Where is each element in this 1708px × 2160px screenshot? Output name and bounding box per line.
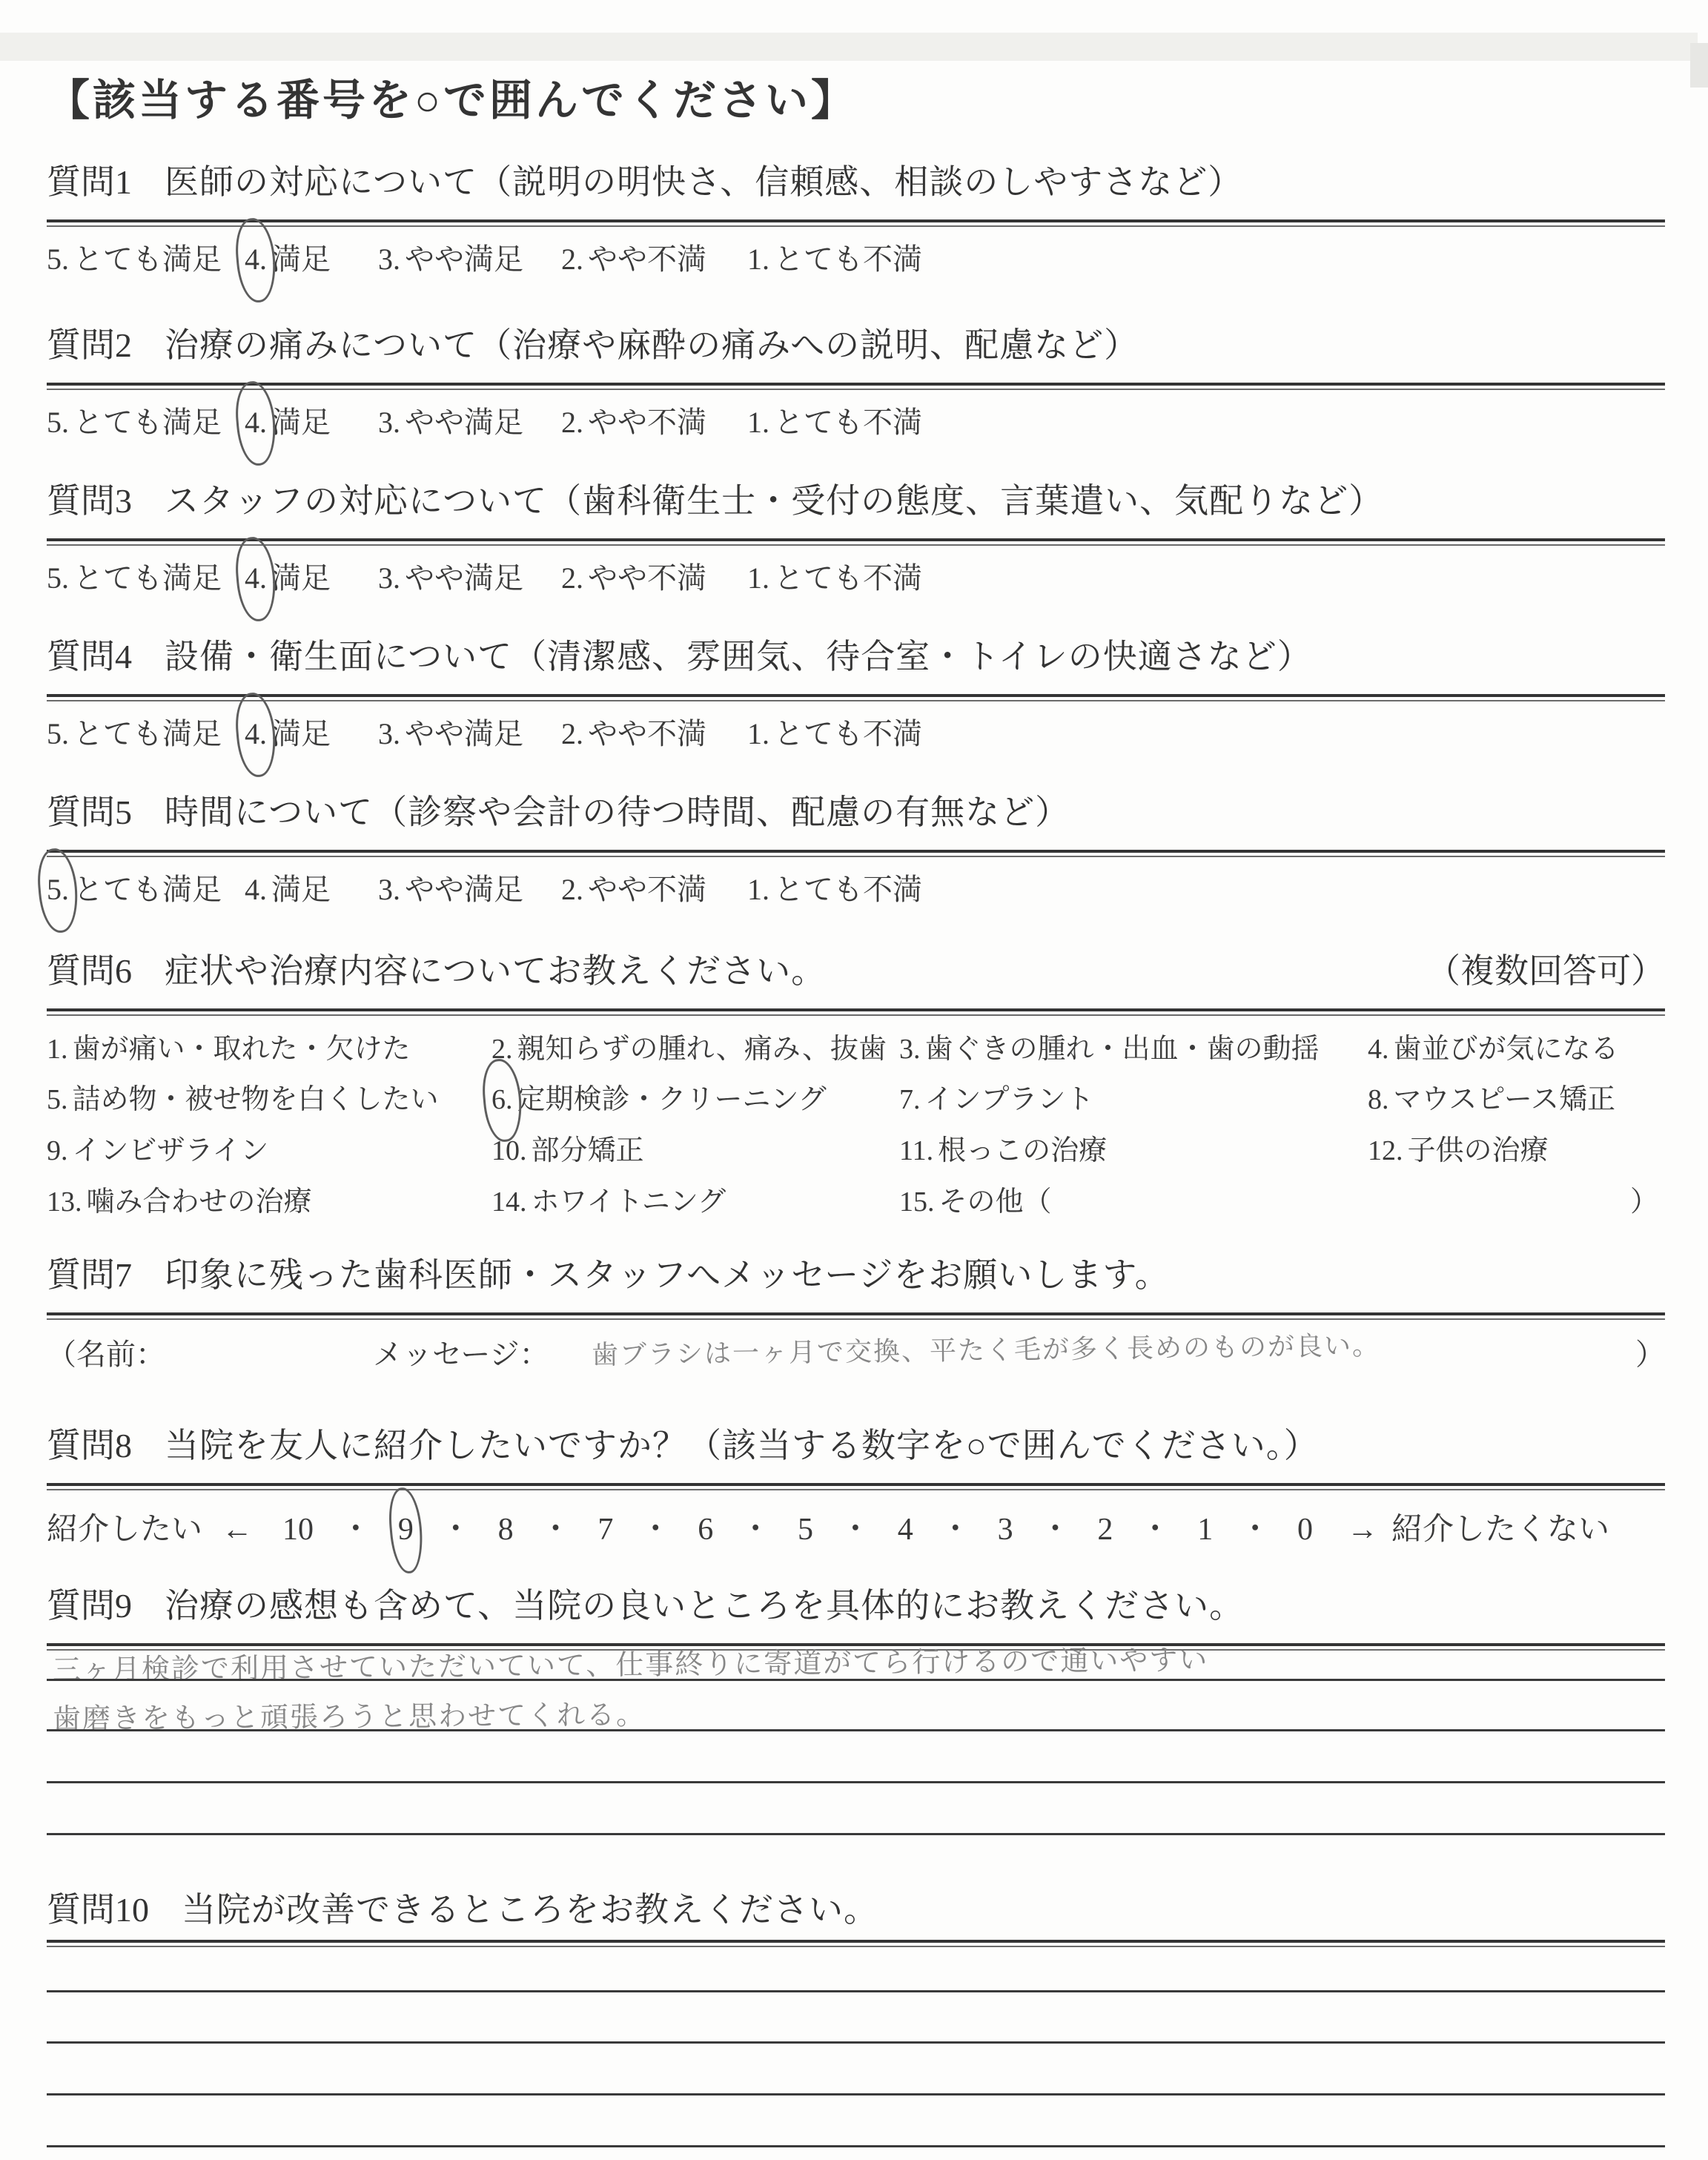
question-label: 質問1 — [47, 163, 132, 201]
nps-separator: ・ — [1239, 1513, 1271, 1547]
option-label: やや不満 — [588, 242, 706, 276]
answer-line — [47, 2145, 1665, 2147]
option-label: 噛み合わせの治療 — [86, 1186, 312, 1218]
option-label: インビザライン — [72, 1135, 269, 1166]
option-number: 6. — [491, 1081, 513, 1118]
option-number: 5. — [47, 561, 69, 595]
section-rule — [47, 1483, 1665, 1490]
handwritten-message: 歯ブラシは一ヶ月で交換、平たく毛が多く長めのものが良い。 — [591, 1330, 1381, 1370]
question-4-header — [47, 636, 1665, 678]
option-label: やや満足 — [405, 242, 523, 276]
satisfaction-option — [561, 240, 706, 279]
option-number: 11. — [899, 1135, 934, 1166]
option-number: 4. — [245, 559, 267, 598]
question-8-section — [47, 1425, 1665, 1550]
treatment-option — [47, 1132, 268, 1169]
treatment-option — [491, 1081, 827, 1118]
option-number: 2. — [561, 717, 583, 750]
satisfaction-option — [47, 240, 222, 279]
option-label: やや満足 — [405, 717, 523, 750]
option-number: 4. — [245, 873, 267, 906]
option-number: 2. — [561, 561, 583, 595]
option-label: とても満足 — [73, 242, 222, 276]
nps-number: 6 — [698, 1513, 714, 1547]
option-number: 7. — [899, 1084, 921, 1115]
option-number: 3. — [378, 873, 400, 906]
question-1-header — [47, 162, 1665, 203]
answer-line — [47, 1781, 1665, 1783]
option-number: 4. — [1368, 1034, 1389, 1065]
option-number: 1. — [47, 1034, 68, 1065]
option-number: 5. — [47, 1084, 68, 1115]
treatment-option — [491, 1132, 644, 1169]
option-label: やや不満 — [588, 406, 706, 439]
satisfaction-option — [747, 715, 922, 753]
question-title: スタッフの対応について（歯科衛生士・受付の態度、言葉遣い、気配りなど） — [165, 482, 1384, 520]
message-field-label: メッセージ： — [373, 1338, 549, 1371]
nps-separator: ・ — [740, 1513, 772, 1547]
option-number: 4. — [245, 240, 267, 279]
nps-separator: ・ — [1039, 1513, 1071, 1547]
scale-right-label: 紹介したくない — [1391, 1513, 1610, 1547]
option-label: とても不満 — [774, 242, 922, 276]
satisfaction-options — [47, 403, 1665, 448]
option-label: やや不満 — [588, 717, 706, 750]
satisfaction-option — [47, 871, 222, 909]
question-title: 設備・衛生面について（清潔感、雰囲気、待合室・トイレの快適さなど） — [165, 638, 1312, 676]
option-label: ホワイトニング — [531, 1186, 726, 1218]
question-title: 症状や治療内容についてお教えください。 — [165, 952, 827, 990]
satisfaction-option — [245, 559, 331, 598]
option-label: やや満足 — [405, 873, 523, 906]
option-number: 2. — [491, 1034, 513, 1065]
satisfaction-options — [47, 240, 1665, 285]
nps-number: 1 — [1197, 1513, 1214, 1547]
option-number: 3. — [378, 561, 400, 595]
option-number: 3. — [378, 406, 400, 439]
option-number: 2. — [561, 242, 583, 276]
option-label: 満足 — [271, 406, 331, 439]
nps-separator: ・ — [340, 1513, 371, 1547]
question-title: 当院が改善できるところをお教えください。 — [182, 1891, 878, 1929]
option-label: インプラント — [924, 1084, 1094, 1115]
other-close-paren: ） — [1630, 1186, 1659, 1218]
satisfaction-option — [747, 403, 922, 442]
option-label: 定期検診・クリーニング — [517, 1084, 827, 1115]
option-label: やや満足 — [405, 561, 523, 595]
option-number: 1. — [747, 242, 769, 276]
question-9-section — [47, 1585, 1665, 1852]
nps-separator: ・ — [839, 1513, 871, 1547]
question-2-section — [47, 325, 1665, 448]
satisfaction-option — [245, 871, 331, 909]
option-label: 満足 — [271, 717, 331, 750]
option-number: 1. — [747, 873, 769, 906]
option-label: とても満足 — [73, 873, 222, 906]
scan-artifact-band — [0, 33, 1698, 61]
nps-separator: ・ — [440, 1513, 471, 1547]
handwritten-answer-line-1: 三ヶ月検診で利用させていただいていて、仕事終りに寄道がてら行けるので通いやすい — [52, 1645, 1209, 1686]
satisfaction-option — [378, 715, 523, 753]
nps-number: 3 — [997, 1513, 1013, 1547]
satisfaction-option — [378, 871, 523, 909]
option-number: 3. — [378, 717, 400, 750]
handwritten-answer-line-2: 歯磨きをもっと頑張ろうと思わせてくれる。 — [52, 1700, 646, 1735]
section-rule — [47, 850, 1665, 857]
treatment-option — [47, 1031, 411, 1068]
question-title: 治療の痛みについて（治療や麻酔の痛みへの説明、配慮など） — [165, 326, 1139, 364]
section-rule — [47, 383, 1665, 390]
satisfaction-option — [378, 559, 523, 598]
option-number: 5. — [47, 406, 69, 439]
left-arrow-icon: ← — [222, 1513, 254, 1547]
question-label: 質問8 — [47, 1427, 132, 1464]
option-number: 1. — [747, 717, 769, 750]
satisfaction-option — [747, 559, 922, 598]
option-number: 3. — [899, 1034, 921, 1065]
question-8-header — [47, 1425, 1665, 1467]
satisfaction-option — [47, 559, 222, 598]
question-1-section — [47, 162, 1665, 285]
option-number: 10. — [491, 1135, 527, 1166]
option-number: 15. — [899, 1186, 935, 1218]
answer-line — [47, 1729, 1665, 1731]
satisfaction-option — [561, 403, 706, 442]
option-number: 3. — [378, 242, 400, 276]
option-label: 満足 — [271, 242, 331, 276]
option-number: 9. — [47, 1135, 68, 1166]
option-label: やや不満 — [588, 873, 706, 906]
option-label: 部分矯正 — [531, 1135, 644, 1166]
question-label: 質問5 — [47, 793, 132, 831]
satisfaction-option — [47, 715, 222, 753]
question-5-header — [47, 792, 1665, 833]
option-label: とても不満 — [774, 406, 922, 439]
treatment-option — [491, 1183, 726, 1221]
nps-number: 9 — [398, 1510, 414, 1550]
option-number: 4. — [245, 403, 267, 442]
question-title: 時間について（診察や会計の待つ時間、配慮の有無など） — [165, 793, 1070, 831]
option-number: 12. — [1368, 1135, 1403, 1166]
treatment-option — [899, 1132, 1107, 1169]
nps-number: 8 — [497, 1513, 514, 1547]
question-label: 質問2 — [47, 326, 132, 364]
option-label: とても満足 — [73, 406, 222, 439]
satisfaction-options — [47, 871, 1665, 915]
nps-number: 2 — [1097, 1513, 1113, 1547]
satisfaction-option — [561, 871, 706, 909]
question-10-section — [47, 1889, 1665, 2156]
nps-number: 5 — [798, 1513, 813, 1547]
name-field-label: （名前： — [47, 1338, 165, 1371]
question-7-header — [47, 1255, 1665, 1296]
question-label: 質問3 — [47, 482, 132, 520]
section-rule — [47, 219, 1665, 227]
nps-number: 7 — [598, 1513, 614, 1547]
question-label: 質問10 — [47, 1891, 149, 1929]
option-label: マウスピース矯正 — [1393, 1084, 1615, 1115]
section-rule — [47, 694, 1665, 701]
satisfaction-option — [47, 403, 222, 442]
right-arrow-icon: → — [1347, 1513, 1379, 1547]
scan-artifact-corner — [1690, 43, 1708, 87]
nps-number: 0 — [1297, 1513, 1313, 1547]
option-label: とても満足 — [73, 717, 222, 750]
satisfaction-option — [378, 240, 523, 279]
treatment-option-other — [899, 1183, 1052, 1221]
option-label: とても不満 — [774, 561, 922, 595]
question-10-header — [47, 1889, 1665, 1931]
question-3-header — [47, 480, 1665, 522]
question-label: 質問4 — [47, 638, 132, 676]
satisfaction-option — [245, 240, 331, 279]
option-number: 2. — [561, 406, 583, 439]
option-number: 1. — [747, 561, 769, 595]
option-label: 親知らずの腫れ、痛み、抜歯 — [517, 1034, 887, 1065]
scale-left-label: 紹介したい — [47, 1513, 203, 1547]
option-number: 13. — [47, 1186, 82, 1218]
question-title: 印象に残った歯科医師・スタッフへメッセージをお願いします。 — [165, 1256, 1170, 1294]
option-label: やや不満 — [588, 561, 706, 595]
nps-separator: ・ — [640, 1513, 672, 1547]
question-4-section — [47, 636, 1665, 759]
option-number: 2. — [561, 873, 583, 906]
message-answer-row — [47, 1330, 1665, 1382]
option-label: とても不満 — [774, 873, 922, 906]
option-number: 14. — [491, 1186, 527, 1218]
option-label: 歯ぐきの腫れ・出血・歯の動揺 — [924, 1034, 1320, 1065]
option-label: 根っこの治療 — [938, 1135, 1108, 1166]
option-number: 5. — [47, 871, 69, 909]
treatment-option — [47, 1183, 312, 1221]
nps-number: 10 — [282, 1513, 314, 1547]
answer-line — [47, 1833, 1665, 1835]
satisfaction-option — [561, 559, 706, 598]
nps-separator: ・ — [939, 1513, 971, 1547]
section-rule — [47, 1940, 1665, 1947]
treatment-option — [1368, 1031, 1619, 1068]
option-label: とても満足 — [73, 561, 222, 595]
satisfaction-options — [47, 559, 1665, 604]
question-title: 当院を友人に紹介したいですか？（該当する数字を○で囲んでください。） — [165, 1427, 1319, 1464]
satisfaction-option — [378, 403, 523, 442]
option-label: やや満足 — [405, 406, 523, 439]
option-label: とても不満 — [774, 717, 922, 750]
answer-line — [47, 1990, 1665, 1992]
close-paren: ） — [1635, 1338, 1665, 1371]
satisfaction-option — [245, 715, 331, 753]
treatment-options-grid — [47, 1031, 1665, 1231]
section-rule — [47, 1008, 1665, 1016]
nps-separator: ・ — [1139, 1513, 1171, 1547]
satisfaction-options — [47, 715, 1665, 759]
nps-number: 4 — [897, 1513, 913, 1547]
option-label: その他（ — [939, 1186, 1052, 1218]
treatment-option — [1368, 1081, 1615, 1118]
option-label: 詰め物・被せ物を白くしたい — [72, 1084, 439, 1115]
question-label: 質問9 — [47, 1587, 132, 1625]
question-6-section — [47, 951, 1665, 1231]
nps-scale — [282, 1510, 1313, 1550]
option-number: 5. — [47, 242, 69, 276]
question-7-section — [47, 1255, 1665, 1382]
recommend-scale-row — [47, 1510, 1665, 1550]
question-2-header — [47, 325, 1665, 366]
satisfaction-option — [561, 715, 706, 753]
question-title: 治療の感想も含めて、当院の良いところを具体的にお教えください。 — [165, 1587, 1245, 1625]
section-rule — [47, 1312, 1665, 1320]
option-label: 歯が痛い・取れた・欠けた — [72, 1034, 411, 1065]
satisfaction-option — [245, 403, 331, 442]
multiple-answers-note: （複数回答可） — [1426, 952, 1665, 990]
question-title: 医師の対応について（説明の明快さ、信頼感、相談のしやすさなど） — [165, 163, 1243, 201]
treatment-option — [1368, 1132, 1549, 1169]
treatment-option — [47, 1081, 439, 1118]
option-label: 満足 — [271, 561, 331, 595]
option-number: 1. — [747, 406, 769, 439]
form-title-text: 【該当する番号を○で囲んでください】 — [47, 76, 858, 125]
nps-separator: ・ — [540, 1513, 572, 1547]
option-label: 子供の治療 — [1407, 1135, 1549, 1166]
treatment-option — [899, 1081, 1094, 1118]
option-number: 8. — [1368, 1084, 1389, 1115]
answer-line — [47, 1679, 1665, 1681]
question-6-header — [47, 951, 1665, 992]
option-label: 歯並びが気になる — [1393, 1034, 1619, 1065]
question-label: 質問6 — [47, 952, 132, 990]
question-label: 質問7 — [47, 1256, 132, 1294]
form-title — [47, 65, 1665, 128]
question-9-header — [47, 1585, 1665, 1627]
answer-line — [47, 2093, 1665, 2095]
option-number: 5. — [47, 717, 69, 750]
option-number: 4. — [245, 715, 267, 753]
satisfaction-option — [747, 240, 922, 279]
treatment-option — [491, 1031, 887, 1068]
section-rule — [47, 538, 1665, 546]
question-5-section — [47, 792, 1665, 915]
question-3-section — [47, 480, 1665, 604]
satisfaction-option — [747, 871, 922, 909]
answer-line — [47, 2041, 1665, 2044]
treatment-option — [899, 1031, 1320, 1068]
option-label: 満足 — [271, 873, 331, 906]
